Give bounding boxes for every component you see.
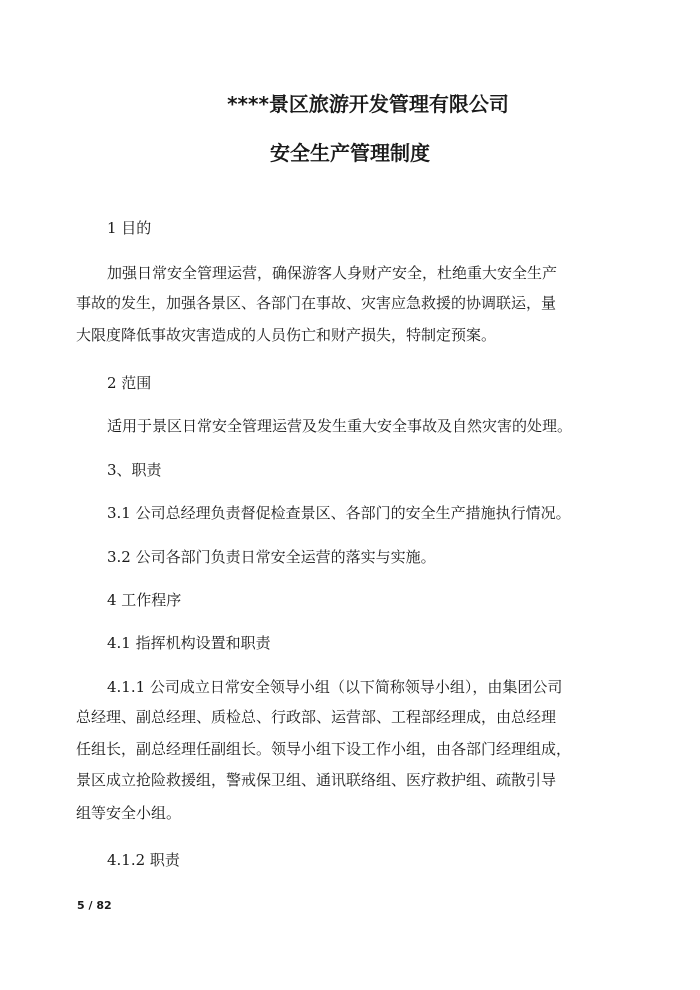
paragraph-line: 加强日常安全管理运营，确保游客人身财产安全，杜绝重大安全生产 (107, 264, 558, 282)
page-indicator: 5 / 82 (77, 899, 112, 912)
paragraph-line: 事故的发生，加强各景区、各部门在事故、灾害应急救援的协调联运，量 (76, 294, 557, 312)
document-title-regulation: 安全生产管理制度 (270, 141, 430, 165)
subsection-heading: 4.1 指挥机构设置和职责 (107, 634, 271, 652)
section-heading-responsibilities: 3、职责 (107, 461, 162, 479)
section-heading-scope: 2 范围 (107, 374, 152, 392)
paragraph-line: 组等安全小组。 (76, 804, 182, 822)
paragraph-line: 3.2 公司各部门负责日常安全运营的落实与实施。 (107, 548, 436, 566)
paragraph-line: 大限度降低事故灾害造成的人员伤亡和财产损失，特制定预案。 (76, 326, 497, 344)
paragraph-line: 3.1 公司总经理负责督促检查景区、各部门的安全生产措施执行情况。 (107, 504, 571, 522)
section-heading-purpose: 1 目的 (107, 219, 152, 237)
paragraph-line: 任组长，副总经理任副组长。领导小组下设工作小组，由各部门经理组成， (76, 740, 572, 758)
paragraph-line: 总经理、副总经理、质检总、行政部、运营部、工程部经理成，由总经理 (76, 708, 557, 726)
section-heading-procedure: 4 工作程序 (107, 591, 182, 609)
document-title-company: ****景区旅游开发管理有限公司 (227, 92, 509, 116)
paragraph-line: 景区成立抢险救援组，警戒保卫组、通讯联络组、医疗救护组、疏散引导 (76, 771, 557, 789)
paragraph-line: 4.1.1 公司成立日常安全领导小组（以下简称领导小组），由集团公司 (107, 678, 563, 696)
subsection-heading: 4.1.2 职责 (107, 851, 180, 869)
paragraph-line: 适用于景区日常安全管理运营及发生重大安全事故及自然灾害的处理。 (107, 417, 573, 435)
